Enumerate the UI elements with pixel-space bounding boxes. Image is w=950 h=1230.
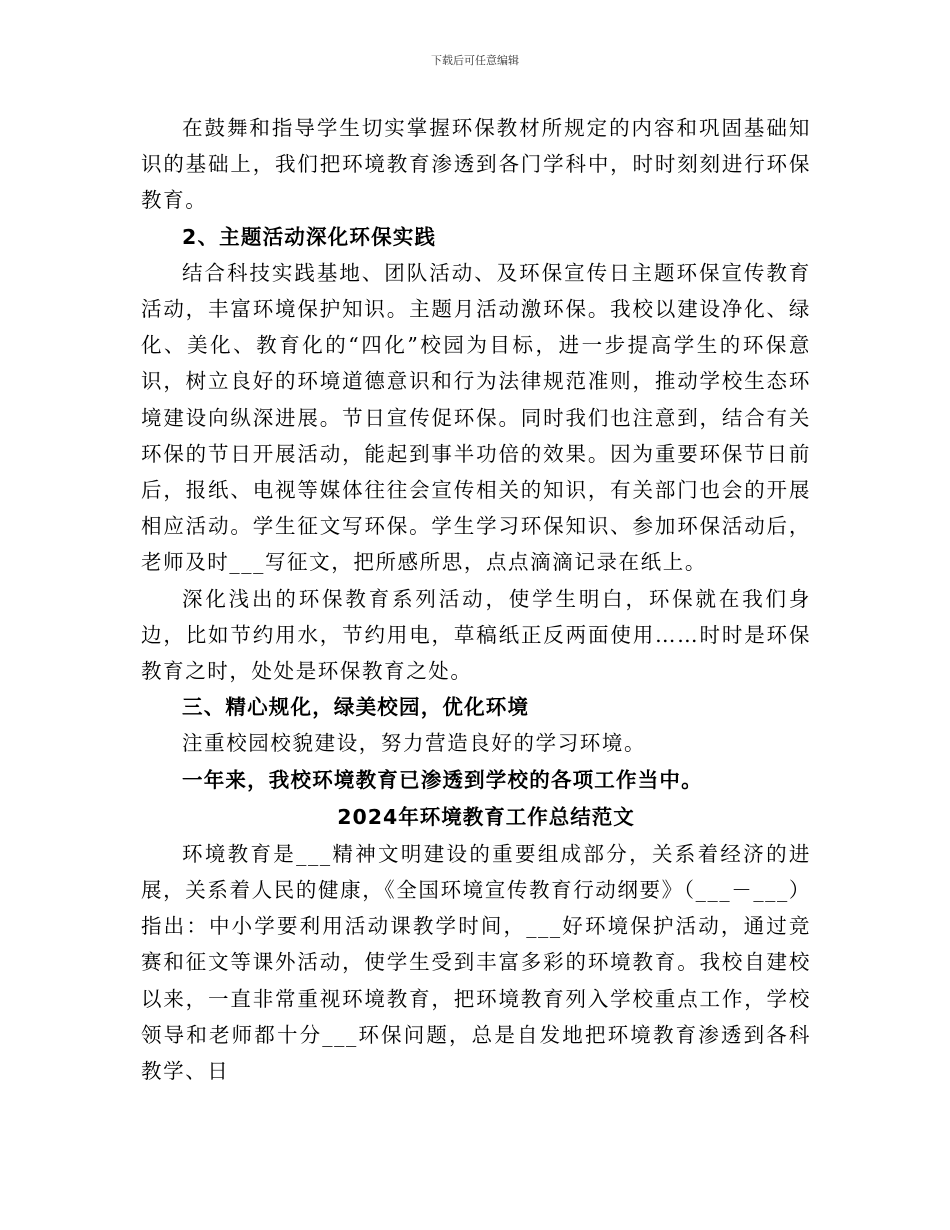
paragraph-2: 结合科技实践基地、团队活动、及环保宣传日主题环保宣传教育活动，丰富环境保护知识。主题月活动激环保。我校以建设净化、绿化、美化、教育化的“四化”校园为目标，进一步提高学生的环保意识，树立良好的环境道德意识和行为法律规范准则，推动学校生态环境建设向纵深进展。节日宣传促环保。同时我们也注意到，结合有关环保的节日开展活动，能起到事半功倍的效果。因为重要环保节日前后，报纸、电视等媒体往往会宣传相关的知识，有关部门也会的开展相应活动。学生征文写环保。学生学习环保知识、参加环保活动后，老师及时___写征文，把所感所思，点点滴滴记录在纸上。 (141, 260, 811, 575)
paragraph-4: 注重校园校貌建设，努力营造良好的学习环境。 (182, 731, 647, 756)
document-body (141, 110, 811, 1089)
paragraph-1: 在鼓舞和指导学生切实掌握环保教材所规定的内容和巩固基础知识的基础上，我们把环境教育渗透到各门学科中，时时刻刻进行环保教育。 (141, 116, 811, 213)
section-heading-3: 三、精心规化，绿美校园，优化环境 (182, 695, 530, 720)
document-title: 2024年环境教育工作总结范文 (337, 804, 635, 829)
section-heading-2: 2、主题活动深化环保实践 (182, 224, 437, 249)
paragraph-3: 深化浅出的环保教育系列活动，使学生明白，环保就在我们身边，比如节约用水，节约用电，草稿纸正反两面使用……时时是环保教育之时，处处是环保教育之处。 (141, 586, 811, 684)
paragraph-5: 环境教育是___精神文明建设的重要组成部分，关系着经济的进展，关系着人民的健康，《全国环境宣传教育行动纲要》（___－___）指出：中小学要利用活动课教学时间，___好环境保护活动，通过竞赛和征文等课外活动，使学生受到丰富多彩的环境教育。我校自建校以来，一直非常重视环境教育，把环境教育列入学校重点工作，学校领导和老师都十分___环保问题，总是自发地把环境教育渗透到各科教学、日 (141, 841, 811, 1084)
summary-statement: 一年来，我校环境教育已渗透到学校的各项工作当中。 (182, 767, 703, 792)
header-note: 下载后可任意编辑 (431, 54, 519, 67)
